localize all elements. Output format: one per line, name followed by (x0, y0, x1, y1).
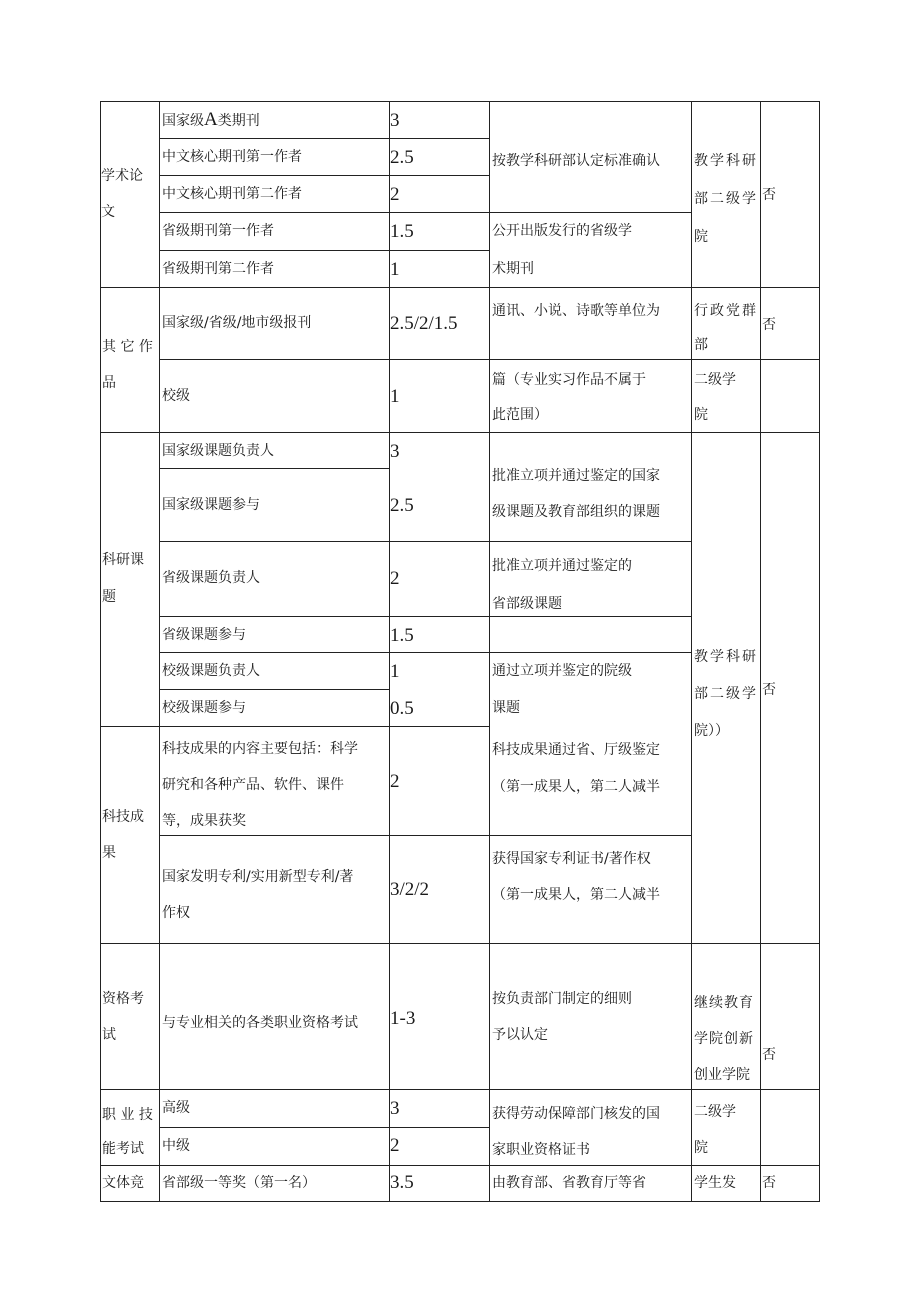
item-name: 与专业相关的各类职业资格考试 (162, 1015, 358, 1031)
item-name-pre: 国家级 (162, 113, 204, 129)
criteria-text: 通讯、小说、诗歌等单位为 (492, 303, 660, 319)
dept-text: 二级学 (694, 372, 736, 388)
category-qita: 其 它 作 (102, 339, 153, 355)
category-zhiye: 职 业 技 (102, 1107, 153, 1123)
item-score: 3/2/2 (390, 879, 430, 900)
flag-text: 否 (762, 317, 776, 333)
item-score: 0.5 (390, 698, 414, 719)
item-name: 国家级课题负责人 (162, 443, 274, 459)
item-name: 国家发明专利/实用新型专利/著 (162, 869, 354, 885)
item-name (162, 101, 260, 140)
category-keji: 科技成 (102, 809, 144, 825)
dept-text: 行政党群 (694, 303, 758, 319)
criteria-text: 此范围） (492, 407, 548, 423)
dept-text: 学院创新 (694, 1031, 754, 1047)
criteria-text: 按负责部门制定的细则 (492, 991, 632, 1007)
item-name: 省级课题负责人 (162, 570, 260, 586)
dept-text: 部 (694, 337, 708, 353)
dept-text: 学生发 (694, 1175, 736, 1191)
category-zige: 试 (102, 1027, 116, 1043)
item-name: 中级 (162, 1138, 190, 1154)
zy-row-1 (159, 1127, 490, 1128)
dept-text: 院 (694, 229, 708, 245)
criteria-text: 省部级课题 (492, 596, 562, 612)
item-score: 1 (390, 386, 400, 407)
item-name: 校级课题参与 (162, 700, 246, 716)
item-score: 2 (390, 771, 400, 792)
item-name: 省级课题参与 (162, 627, 246, 643)
dept-text: 继续教育 (694, 995, 754, 1011)
item-score: 1 (390, 259, 400, 280)
col-sep-5 (760, 101, 761, 1202)
criteria-text: （第一成果人，第二人减半 (492, 779, 660, 795)
item-score: 1-3 (390, 1008, 416, 1029)
criteria-text: 术期刊 (492, 261, 534, 277)
item-score: 2.5 (390, 147, 414, 168)
criteria-text: 级课题及教育部组织的课题 (492, 504, 660, 520)
criteria-text: 予以认定 (492, 1027, 548, 1043)
criteria-text: 批准立项并通过鉴定的国家 (492, 468, 660, 484)
dept-text: 院 (694, 407, 708, 423)
row-sep-keji (100, 943, 820, 944)
item-name: 省级期刊第二作者 (162, 261, 274, 277)
item-score: 3 (390, 1098, 400, 1119)
dept-text: 教学科研 (694, 153, 758, 169)
dept-text: 教学科研 (694, 649, 758, 665)
item-score: 2 (390, 568, 400, 589)
item-name: 省部级一等奖（第一名） (162, 1175, 316, 1191)
item-score: 1.5 (390, 221, 414, 242)
item-name: 高级 (162, 1100, 190, 1116)
flag-text: 否 (762, 1175, 776, 1191)
item-name: 国家级/省级/地市级报刊 (162, 315, 312, 331)
item-name: 国家级课题参与 (162, 497, 260, 513)
item-name: 校级课题负责人 (162, 663, 260, 679)
category-keji: 果 (102, 845, 116, 861)
criteria-text: 科技成果通过省、厅级鉴定 (492, 742, 660, 758)
criteria-text: 获得劳动保障部门核发的国 (492, 1106, 660, 1122)
item-name: 等，成果获奖 (162, 813, 246, 829)
item-name-letter: A (204, 109, 218, 130)
criteria-text: 通过立项并鉴定的院级 (492, 663, 632, 679)
item-name: 科技成果的内容主要包括：科学 (162, 741, 358, 757)
item-score: 1.5 (390, 625, 414, 646)
category-zige: 资格考 (102, 991, 144, 1007)
dept-text: 院）） (694, 723, 729, 739)
dept-text: 部二级学 (694, 191, 758, 207)
item-score: 1 (390, 661, 400, 682)
criteria-text: 课题 (492, 700, 520, 716)
item-score: 3.5 (390, 1172, 414, 1193)
item-score: 2 (390, 184, 400, 205)
item-score: 3 (390, 441, 400, 462)
item-name: 校级 (162, 388, 190, 404)
dept-text: 院 (694, 1140, 708, 1156)
category-wenti: 文体竞 (102, 1175, 144, 1191)
dept-text: 创业学院 (694, 1067, 750, 1083)
category-xueshu: 学术论文 (101, 168, 143, 220)
category-keyan: 题 (102, 589, 116, 605)
dept-text: 部二级学 (694, 686, 758, 702)
category-qita: 品 (102, 375, 116, 391)
table-border-left (100, 101, 101, 1202)
category-keyan: 科研课 (102, 552, 144, 568)
item-name: 研究和各种产品、软件、课件 (162, 777, 344, 793)
item-name-post: 类期刊 (217, 113, 260, 129)
item-score: 2 (390, 1135, 400, 1156)
flag-text: 否 (762, 187, 776, 203)
criteria-text: （第一成果人，第二人减半 (492, 887, 660, 903)
ky-row-2 (159, 541, 692, 542)
item-name: 作权 (162, 905, 190, 921)
criteria-text: 获得国家专利证书/著作权 (492, 851, 651, 867)
table-border-right (819, 101, 820, 1202)
item-score: 2.5 (390, 495, 414, 516)
criteria-text: 批准立项并通过鉴定的 (492, 558, 632, 574)
item-name: 省级期刊第一作者 (162, 223, 274, 239)
flag-text: 否 (762, 1047, 776, 1063)
criteria-text: 篇（专业实习作品不属于 (492, 372, 646, 388)
dept-text: 二级学 (694, 1104, 736, 1120)
criteria-text: 家职业资格证书 (492, 1142, 590, 1158)
category-zhiye: 能考试 (102, 1141, 144, 1157)
item-score: 3 (390, 110, 400, 131)
flag-text: 否 (762, 682, 776, 698)
qt-row-1 (159, 359, 820, 360)
item-score: 2.5/2/1.5 (390, 313, 458, 334)
criteria-text: 由教育部、省教育厅等省 (492, 1175, 646, 1191)
criteria-text: 公开出版发行的省级学 (492, 223, 632, 239)
ky-row-end (100, 726, 490, 727)
criteria-text: 按教学科研部认定标准确认 (492, 153, 660, 169)
item-name: 中文核心期刊第二作者 (162, 186, 302, 202)
item-name: 中文核心期刊第一作者 (162, 149, 302, 165)
